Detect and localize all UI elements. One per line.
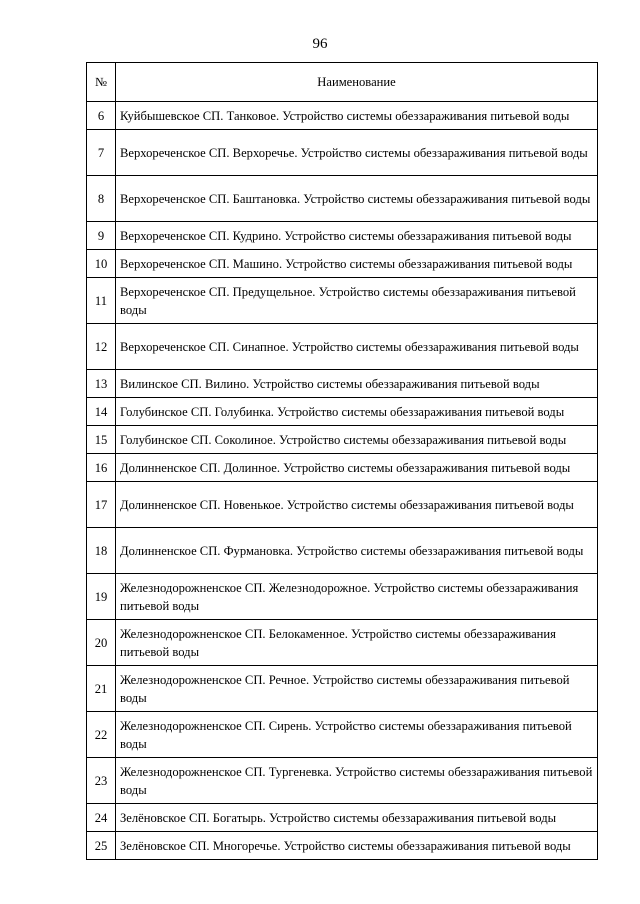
row-name: Верхореченское СП. Баштановка. Устройство системы обеззараживания питьевой воды — [116, 176, 598, 222]
row-number: 11 — [87, 278, 116, 324]
table-row — [87, 426, 598, 454]
row-number: 6 — [87, 102, 116, 130]
table-row — [87, 712, 598, 758]
row-number: 10 — [87, 250, 116, 278]
table-row — [87, 528, 598, 574]
row-number: 20 — [87, 620, 116, 666]
row-number: 12 — [87, 324, 116, 370]
objects-table — [86, 62, 598, 860]
row-number: 14 — [87, 398, 116, 426]
row-number: 17 — [87, 482, 116, 528]
row-number: 9 — [87, 222, 116, 250]
table-row — [87, 666, 598, 712]
row-number: 7 — [87, 130, 116, 176]
row-number: 21 — [87, 666, 116, 712]
page-number: 96 — [312, 36, 328, 52]
row-number: 18 — [87, 528, 116, 574]
row-name: Куйбышевское СП. Танковое. Устройство системы обеззараживания питьевой воды — [116, 102, 598, 130]
table-row — [87, 278, 598, 324]
table-row — [87, 370, 598, 398]
table-header-row — [87, 63, 598, 102]
header-name: Наименование — [116, 63, 598, 102]
table-row — [87, 222, 598, 250]
row-name: Голубинское СП. Соколиное. Устройство системы обеззараживания питьевой воды — [116, 426, 598, 454]
row-number: 23 — [87, 758, 116, 804]
row-name: Зелёновское СП. Богатырь. Устройство системы обеззараживания питьевой воды — [116, 804, 598, 832]
table-row — [87, 454, 598, 482]
table-row — [87, 398, 598, 426]
row-number: 24 — [87, 804, 116, 832]
table-row — [87, 482, 598, 528]
row-name: Долинненское СП. Новенькое. Устройство системы обеззараживания питьевой воды — [116, 482, 598, 528]
row-name: Железнодорожненское СП. Железнодорожное. Устройство системы обеззараживания питьевой воды — [116, 574, 598, 620]
row-number: 15 — [87, 426, 116, 454]
table-row — [87, 804, 598, 832]
row-name: Долинненское СП. Долинное. Устройство системы обеззараживания питьевой воды — [116, 454, 598, 482]
row-name: Верхореченское СП. Верхоречье. Устройство системы обеззараживания питьевой воды — [116, 130, 598, 176]
row-number: 25 — [87, 832, 116, 860]
row-number: 16 — [87, 454, 116, 482]
row-name: Вилинское СП. Вилино. Устройство системы обеззараживания питьевой воды — [116, 370, 598, 398]
table-body — [87, 102, 598, 860]
table-row — [87, 758, 598, 804]
table-row — [87, 324, 598, 370]
row-name: Голубинское СП. Голубинка. Устройство системы обеззараживания питьевой воды — [116, 398, 598, 426]
table-row — [87, 574, 598, 620]
row-name: Верхореченское СП. Машино. Устройство системы обеззараживания питьевой воды — [116, 250, 598, 278]
table-row — [87, 832, 598, 860]
table-row — [87, 176, 598, 222]
table-row — [87, 102, 598, 130]
row-name: Железнодорожненское СП. Белокаменное. Устройство системы обеззараживания питьевой воды — [116, 620, 598, 666]
row-name: Железнодорожненское СП. Сирень. Устройство системы обеззараживания питьевой воды — [116, 712, 598, 758]
table-row — [87, 130, 598, 176]
row-number: 19 — [87, 574, 116, 620]
row-number: 22 — [87, 712, 116, 758]
row-name: Верхореченское СП. Кудрино. Устройство системы обеззараживания питьевой воды — [116, 222, 598, 250]
row-name: Зелёновское СП. Многоречье. Устройство системы обеззараживания питьевой воды — [116, 832, 598, 860]
row-name: Верхореченское СП. Синапное. Устройство системы обеззараживания питьевой воды — [116, 324, 598, 370]
header-number: № — [87, 63, 116, 102]
row-name: Железнодорожненское СП. Речное. Устройство системы обеззараживания питьевой воды — [116, 666, 598, 712]
row-name: Верхореченское СП. Предущельное. Устройство системы обеззараживания питьевой воды — [116, 278, 598, 324]
row-number: 13 — [87, 370, 116, 398]
row-name: Железнодорожненское СП. Тургеневка. Устройство системы обеззараживания питьевой воды — [116, 758, 598, 804]
row-number: 8 — [87, 176, 116, 222]
table-row — [87, 620, 598, 666]
row-name: Долинненское СП. Фурмановка. Устройство системы обеззараживания питьевой воды — [116, 528, 598, 574]
table-row — [87, 250, 598, 278]
